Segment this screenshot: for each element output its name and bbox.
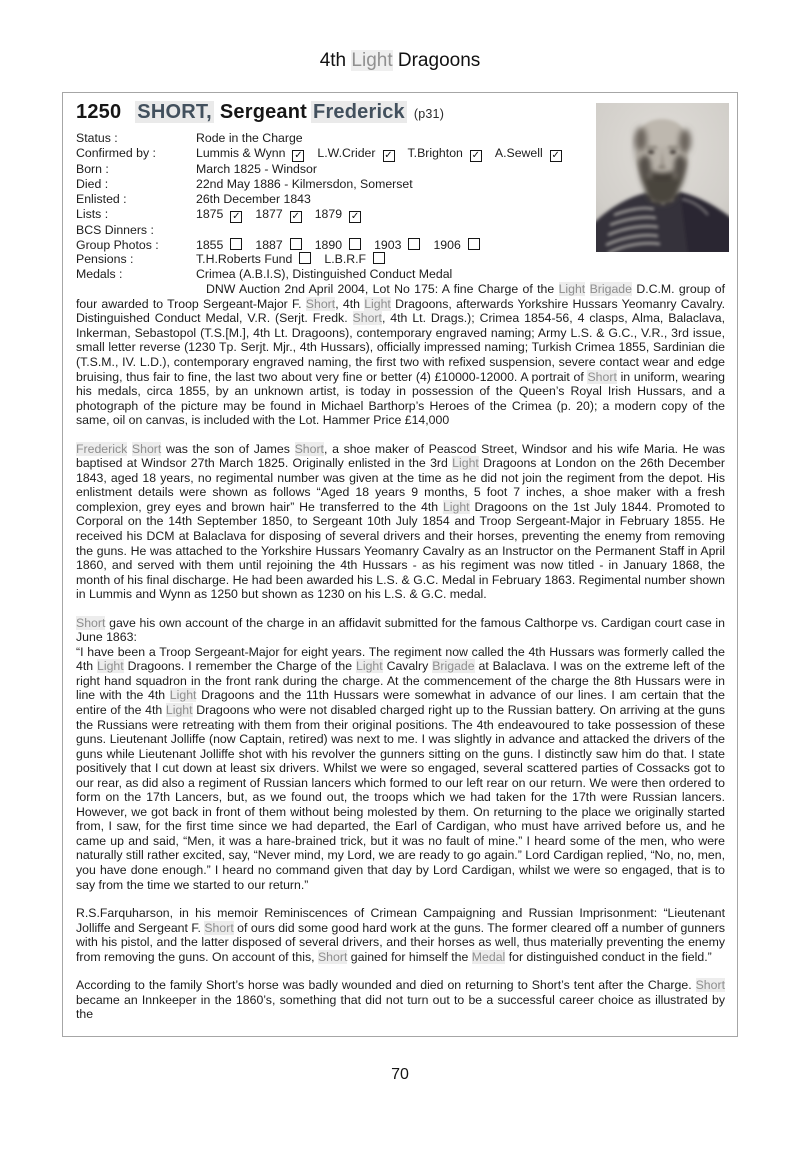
field-value: 22nd May 1886 - Kilmersdon, Somerset [196, 176, 413, 191]
page-header-title: 4th Light Dragoons [319, 50, 481, 71]
check-item-label: 1855 [196, 237, 224, 252]
check-item-label: A.Sewell [494, 145, 543, 160]
checkbox-unchecked [290, 238, 302, 250]
field-value [196, 238, 493, 253]
checkbox-unchecked [408, 238, 420, 250]
field-value [196, 252, 398, 267]
checkbox-checked: ✓ [384, 149, 393, 161]
field-value [196, 207, 374, 223]
check-item-label: 1879 [314, 206, 343, 221]
highlighted-term: Short [305, 296, 336, 311]
check-item [495, 146, 562, 160]
field-label: Lists : [76, 206, 109, 221]
checkbox-checked: ✓ [471, 149, 481, 161]
checkbox-checked: ✓ [232, 210, 241, 222]
highlighted-term: Light [165, 703, 193, 718]
check-item [317, 146, 394, 160]
check-item [408, 146, 482, 160]
highlighted-term: Short [317, 949, 348, 964]
check-item [196, 252, 311, 266]
highlighted-term: Short [695, 978, 725, 993]
check-item-label: 1890 [314, 237, 343, 252]
field-label: BCS Dinners : [76, 222, 154, 237]
paragraph-affidavit-quote: “I have been a Troop Sergeant-Major for eight years. The regiment now called the 4th Hussars was formerly called the 4th Light Dragoons. I remember the Charge of the Light Cavalry Brigade at Balaclava. I was on the extreme left of the right hand squadron in the front rank during the charge. At the commencement of the charge the 8th Hussars were in line with the 4th Light Dragoons and the 11th Hussars were somewhat in advance of our lines. I am certain that the entire of the 4th Light Dragoons who were not disabled charged right up to the Russian battery. On arriving at the guns the Russians were retreating with them from their original positions. The 4th endeavoured to take possession of these guns. Lieutenant Jolliffe (now Captain, retired) was next to me. I was slightly in advance and attacked the drivers of the guns while Lieutenant Jolliffe shot with his revolver the gunners sitting on the guns. I distinctly saw him do that. I state positively that I cut down at least six drivers. Whilst we were so engaged, several scattered parties of Cossacks got to our rear, as did also a regiment of Russian lancers which formed to our left rear on our return. We were then ordered to form on the 17th Lancers, but, as we found out, the troops which we had taken for the 17th were Russian lancers. However, we got back in front of them without being molested by them. On returning to the place we originally started from, I saw, for the first time since we had departed, the Earl of Cardigan, who must have arrived before us, and he came up and said, “Men, it was a hare-brained trick, but it was no fault of mine.” I heard some of the men, who were naturally still rather excited, say, “Never mind, my Lord, we are ready to go again.” Lord Cardigan replied, “No, no, men, you have done enough.” I heard no command given that day by Lord Cardigan, whilst we were so engaged, that is to say from the time we started to our return.” [76, 644, 726, 892]
page-header [0, 50, 800, 72]
record-box [62, 92, 738, 1037]
check-item [255, 238, 301, 252]
highlighted-term: Light [364, 296, 391, 311]
field-value: 26th December 1843 [196, 191, 311, 206]
check-item-label: 1875 [196, 206, 224, 221]
check-item [255, 207, 301, 221]
paragraph-family-note: According to the family Short’s horse was badly wounded and died on returning to Short’s tent after the Charge. Short became an Innkeeper in the 1860’s, something that did not turn out to be a successful career choice as illustrated by the [76, 978, 725, 1022]
check-item [196, 238, 242, 252]
check-item-label: L.W.Crider [317, 145, 376, 160]
field-label: Born : [76, 161, 109, 176]
check-item [315, 207, 361, 221]
check-item-label: 1877 [255, 206, 283, 221]
record-surname: SHORT, [137, 101, 212, 123]
check-item [315, 238, 361, 252]
page-number: 70 [391, 1066, 409, 1083]
check-item [324, 252, 385, 266]
check-item-label: Lummis & Wynn [196, 145, 286, 160]
check-item-label: 1903 [374, 237, 402, 252]
field-row [76, 252, 724, 267]
field-label: Medals : [76, 267, 123, 282]
check-item [433, 238, 479, 252]
paragraph-auction-description: DNW Auction 2nd April 2004, Lot No 175: A fine Charge of the Light Brigade D.C.M. group of four awarded to Troop Sergeant-Major F. Short, 4th Light Dragoons, afterwards Yorkshire Hussars Yeomanry Cavalry. Distinguished Conduct Medal, V.R. (Serjt. Fredk. Short, 4th Lt. Drags.); Crimea 1854-56, 4 clasps, Alma, Balaclava, Inkerman, Sebastopol (T.S.[M.], 4th Lt. Dragoons), contemporary engraved naming; Army L.S. & G.C., V.R., 3rd issue, small letter reverse (1230 Tp. Serjt. Mjr., 4th Hussars), officially impressed naming; Turkish Crimea 1855, Sardinian die (T.S.M., IV. L.D.), contemporary engraved naming, the first two with refixed suspension, severe contact wear and edge bruising, thus fair to fine, the last two about very fine or better (4) £10000-12000. A portrait of Short in uniform, wearing his medals, circa 1855, by an unknown artist, is today in possession of the Queen’s Royal Irish Hussars, and a photograph of the picture may be found in Michael Barthorp’s Heroes of the Crimea (p. 20); a modern copy of the same, oil on canvas, is included with the Lot. Hammer Price £14,000 [76, 282, 726, 428]
check-item-label: 1887 [255, 237, 283, 252]
highlighted-term: Short [587, 369, 617, 384]
field-label: Status : [76, 131, 118, 145]
field-row [76, 267, 724, 282]
field-label: Enlisted : [76, 191, 127, 206]
checkbox-checked: ✓ [291, 210, 300, 222]
highlighted-term: Light [356, 659, 383, 674]
checkbox-unchecked [230, 238, 242, 250]
record-number: 1250 [76, 101, 122, 123]
record-rank: Sergeant [219, 101, 308, 123]
field-value: Rode in the Charge [196, 131, 303, 145]
checkbox-checked: ✓ [294, 149, 303, 161]
highlighted-term: Short [131, 441, 162, 456]
field-label: Died : [76, 176, 109, 191]
check-item [196, 207, 242, 221]
highlighted-term: Light [442, 499, 470, 514]
checkbox-checked: ✓ [350, 210, 360, 222]
check-item-label: L.B.R.F [324, 252, 367, 267]
field-label: Group Photos : [76, 237, 159, 252]
check-item [374, 238, 420, 252]
portrait-photo [596, 103, 729, 252]
checkbox-unchecked [349, 238, 361, 250]
check-item-label: T.H.Roberts Fund [196, 252, 293, 267]
highlighted-term: Short [76, 615, 106, 630]
highlighted-term: Light [452, 456, 479, 471]
checkbox-unchecked [299, 252, 311, 264]
field-label: Pensions : [76, 252, 134, 267]
paragraph-affidavit-intro: Short gave his own account of the charge in an affidavit submitted for the famous Calthorpe vs. Cardigan court case in June 1863: [76, 615, 725, 645]
highlighted-term: Light [351, 50, 393, 71]
highlighted-term: Brigade [432, 659, 475, 674]
check-item-label: 1906 [433, 237, 461, 252]
highlighted-term: Short [352, 311, 382, 326]
highlighted-term: Short [294, 441, 324, 456]
highlighted-term: Light [97, 659, 124, 674]
record-page-ref: (p31) [413, 107, 445, 121]
checkbox-unchecked [468, 238, 480, 250]
check-item [196, 146, 304, 160]
check-item-label: T.Brighton [407, 145, 463, 160]
checkbox-unchecked [373, 252, 385, 264]
paragraph-biography: Frederick Short was the son of James Short, a shoe maker of Peascod Street, Windsor and his wife Maria. He was baptised at Windsor 27th March 1825. Originally enlisted in the 3rd Light Dragoons at London on the 26th December 1843, aged 18 years, no regimental number was given at the time as he did not join the regiment from the depot. His enlistment details were shown as follows “Aged 18 years 9 months, 5 foot 7 inches, a shoe maker with a fresh complexion, grey eyes and brown hair” He transferred to the 4th Light Dragoons on the 1st July 1844. Promoted to Corporal on the 14th September 1850, to Sergeant 10th July 1854 and Troop Sergeant-Major in February 1855. He received his DCM at Balaclava for disposing of several drivers and their horses, preventing the enemy from removing the guns. He was attached to the Yorkshire Hussars Yeomanry Cavalry as an Instructor on the Permanent Staff in April 1860, and served with them until rejoining the 4th Hussars - as his regiment was now titled - in January 1868, the month of his final discharge. He had been awarded his L.S. & G.C. Medal in February 1863. Regimental number shown in Lummis and Wynn as 1250 but shown as 1230 on his L.S. & G.C. medal. [76, 441, 726, 602]
highlighted-term: Frederick [76, 441, 128, 456]
highlighted-term: Brigade [589, 282, 632, 297]
checkbox-checked: ✓ [551, 149, 560, 161]
highlighted-term: Medal [471, 949, 506, 964]
field-value [196, 146, 575, 162]
record-forename: Frederick [313, 101, 405, 123]
field-label: Confirmed by : [76, 145, 156, 160]
highlighted-term: Light [169, 688, 197, 703]
paragraph-farquharson-memoir: R.S.Farquharson, in his memoir Reminiscences of Crimean Campaigning and Russian Imprisonment: “Lieutenant Jolliffe and Sergeant F. Short of ours did some good hard work at the guns. The former cleared off a number of gunners with his pistol, and the latter disposed of several drivers, and their horses as well, thus materially preventing the enemy from removing the guns. On account of this, Short gained for himself the Medal for distinguished conduct in the field.” [76, 906, 725, 964]
field-value: Crimea (A.B.I.S), Distinguished Conduct Medal [196, 267, 453, 282]
highlighted-term: Short [204, 920, 234, 935]
body-paragraphs [76, 282, 725, 1022]
highlighted-term: Light [558, 282, 586, 297]
field-value: March 1825 - Windsor [196, 161, 317, 176]
